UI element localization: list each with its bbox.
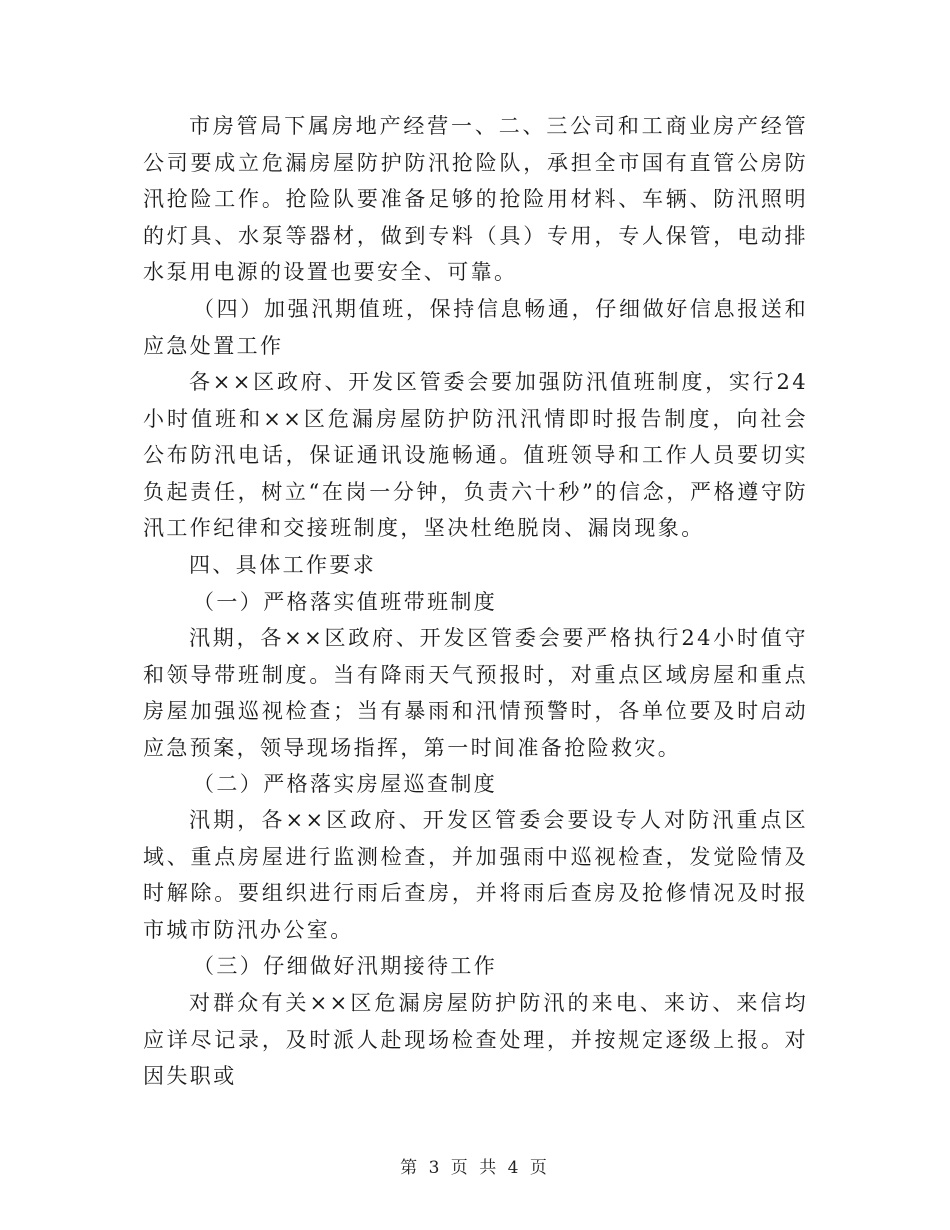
paragraph-duty-system: 各××区政府、开发区管委会要加强防汛值班制度，实行24小时值班和××区危漏房屋防护防汛汛情即时报告制度，向社会公布防汛电话，保证通讯设施畅通。值班领导和工作人员要切实负起责任，树立“在岗一分钟，负责六十秒”的信念，严格遵守防汛工作纪律和交接班制度，坚决杜绝脱岗、漏岗现象。 bbox=[143, 370, 808, 540]
heading-house-inspection: （二）严格落实房屋巡查制度 bbox=[193, 772, 498, 796]
paragraph-housing-companies: 市房管局下属房地产经营一、二、三公司和工商业房产经管公司要成立危漏房屋防护防汛抢险队，承担全市国有直管公房防汛抢险工作。抢险队要准备足够的抢险用材料、车辆、防汛照明的灯具、水泵等器材，做到专料（具）专用，专人保管，电动排水泵用电源的设置也要安全、可靠。 bbox=[143, 114, 808, 284]
page-footer: 第 3 页 共 4 页 bbox=[400, 1158, 550, 1178]
heading-duty-leadership: （一）严格落实值班带班制度 bbox=[193, 590, 498, 614]
heading-specific-requirements: 四、具体工作要求 bbox=[189, 553, 377, 577]
paragraph-flood-season-duty: 汛期，各××区政府、开发区管委会要严格执行24小时值守和领导带班制度。当有降雨天气预报时，对重点区域房屋和重点房屋加强巡视检查；当有暴雨和汛情预警时，各单位要及时启动应急预案，领导现场指挥，第一时间准备抢险救灾。 bbox=[143, 626, 808, 760]
paragraph-house-inspection: 汛期，各××区政府、开发区管委会要设专人对防汛重点区域、重点房屋进行监测检查，并加强雨中巡视检查，发觉险情及时解除。要组织进行雨后查房，并将雨后查房及抢修情况及时报市城市防汛办公室。 bbox=[143, 808, 808, 942]
paragraph-reception-work: 对群众有关××区危漏房屋防护防汛的来电、来访、来信均应详尽记录，及时派人赴现场检查处理，并按规定逐级上报。对因失职或 bbox=[143, 991, 808, 1088]
heading-section-four-duty: （四）加强汛期值班，保持信息畅通，仔细做好信息报送和应急处置工作 bbox=[143, 297, 808, 358]
heading-reception-work: （三）仔细做好汛期接待工作 bbox=[193, 954, 498, 978]
